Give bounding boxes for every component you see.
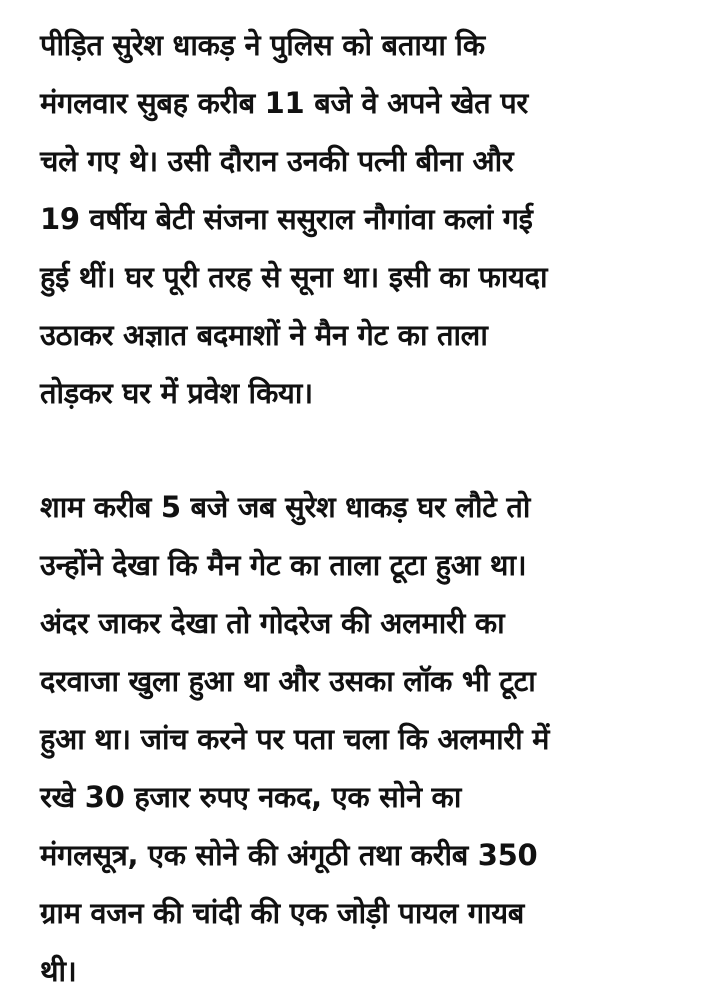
paragraph-spacer <box>40 422 700 478</box>
paragraph-1-line: मंगलवार सुबह करीब 11 बजे वे अपने खेत पर <box>40 86 528 120</box>
paragraph-2-line: मंगलसूत्र, एक सोने की अंगूठी तथा करीब 350 <box>40 838 538 872</box>
paragraph-2-line: दरवाजा खुला हुआ था और उसका लॉक भी टूटा <box>40 664 536 698</box>
paragraph-1-line: पीड़ित सुरेश धाकड़ ने पुलिस को बताया कि <box>40 28 485 62</box>
paragraph-1-line: 19 वर्षीय बेटी संजना ससुराल नौगांवा कलां गई <box>40 202 533 236</box>
paragraph-2-line: शाम करीब 5 बजे जब सुरेश धाकड़ घर लौटे तो <box>40 490 531 524</box>
news-article-body <box>40 16 700 1000</box>
paragraph-2-line: उन्होंने देखा कि मैन गेट का ताला टूटा हुआ था। <box>40 548 527 582</box>
paragraph-2-line: हुआ था। जांच करने पर पता चला कि अलमारी में <box>40 722 550 756</box>
paragraph-2-line: थी। <box>40 954 77 988</box>
paragraph-1-line: तोड़कर घर में प्रवेश किया। <box>40 376 313 410</box>
paragraph-1-line: हुई थीं। घर पूरी तरह से सूना था। इसी का फायदा <box>40 260 548 294</box>
paragraph-1 <box>40 16 700 422</box>
paragraph-2 <box>40 478 700 1000</box>
paragraph-1-line: चले गए थे। उसी दौरान उनकी पत्नी बीना और <box>40 144 514 178</box>
paragraph-2-line: ग्राम वजन की चांदी की एक जोड़ी पायल गायब <box>40 896 525 930</box>
paragraph-2-line: अंदर जाकर देखा तो गोदरेज की अलमारी का <box>40 606 505 640</box>
paragraph-1-line: उठाकर अज्ञात बदमाशों ने मैन गेट का ताला <box>40 318 488 352</box>
paragraph-2-line: रखे 30 हजार रुपए नकद, एक सोने का <box>40 780 462 814</box>
